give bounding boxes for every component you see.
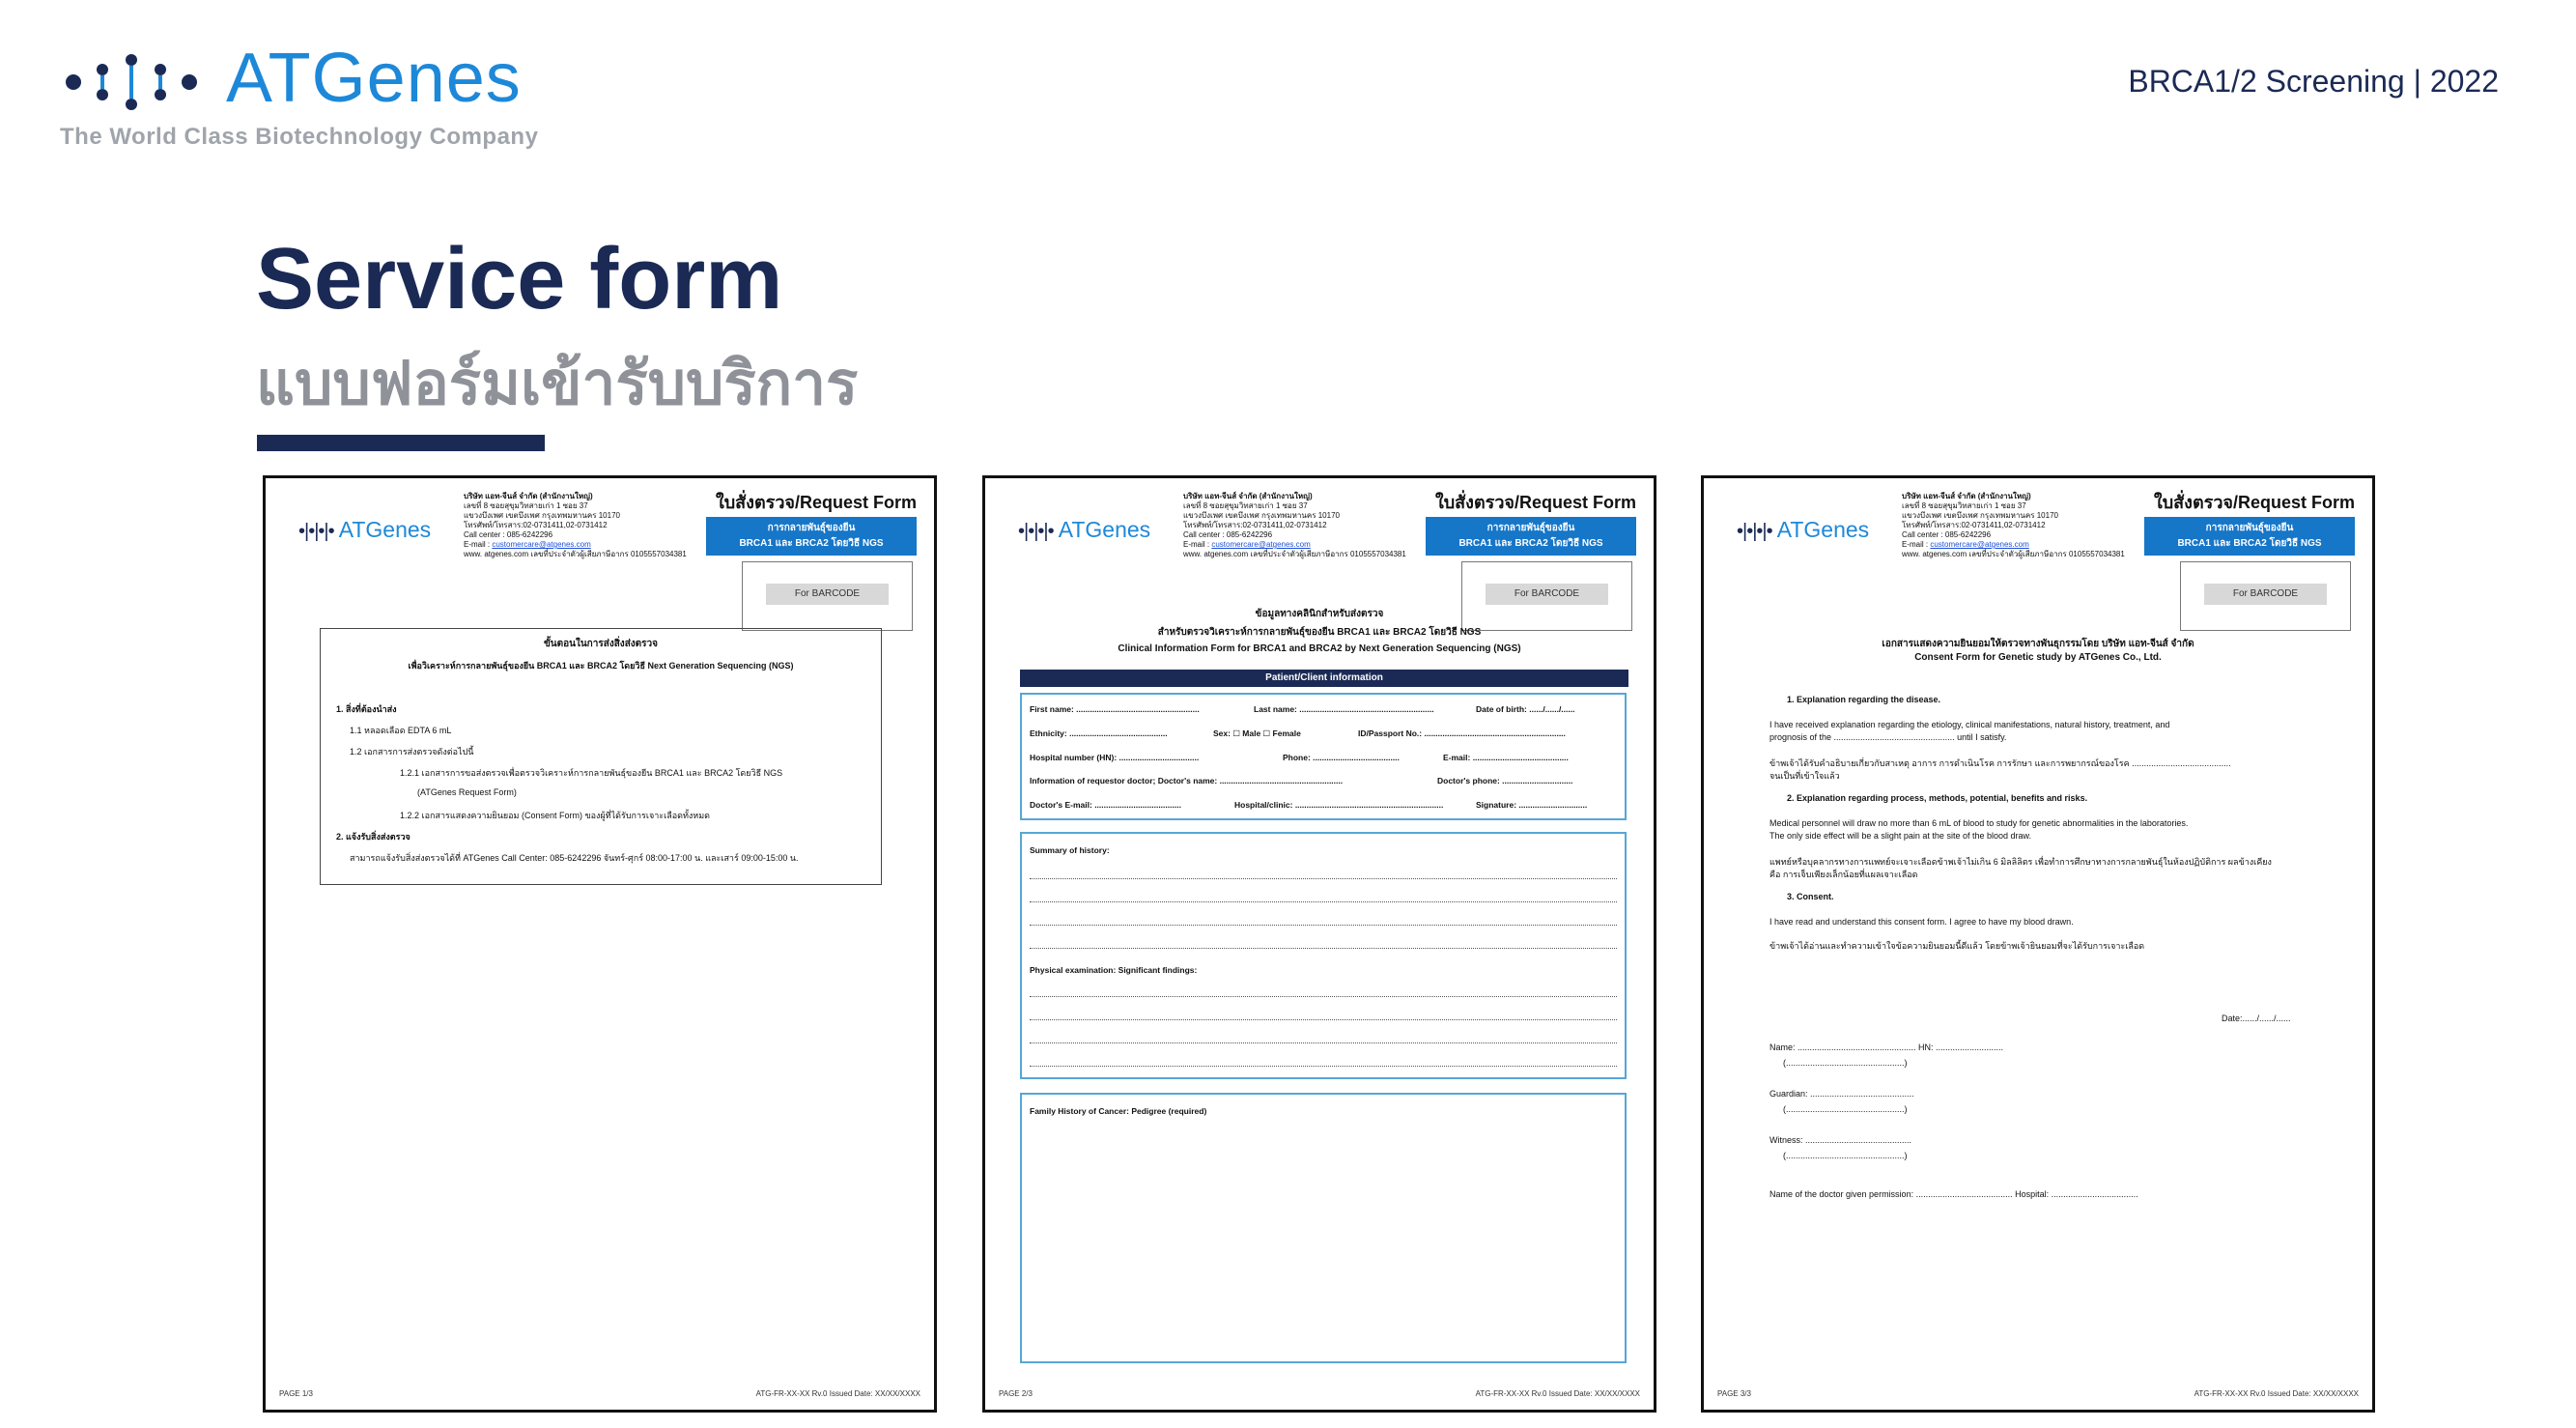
section-1-heading: 1. Explanation regarding the disease. [1787, 695, 1941, 704]
form-page-3[interactable] [1701, 475, 2375, 1413]
patient-info-box[interactable] [1020, 693, 1627, 820]
form-page-2[interactable] [982, 475, 1656, 1413]
request-form-title: ใบสั่งตรวจ/Request Form [2153, 493, 2355, 512]
name-field[interactable]: Name: ................................................. HN: ............................ [1769, 1042, 2004, 1052]
dna-dots-icon [66, 48, 211, 116]
title-underline [257, 435, 545, 451]
form-header [266, 478, 934, 599]
witness-field[interactable]: Witness: ............................................ [1769, 1135, 1912, 1145]
document-code: ATG-FR-XX-XX Rv.0 Issued Date: XX/XX/XXXX [755, 1389, 920, 1398]
email-link[interactable]: customercare@atgenes.com [1211, 540, 1311, 549]
brand-name: ATGenes [226, 40, 522, 117]
history-label: Summary of history: [1030, 845, 1110, 855]
first-name-field[interactable]: First name: ...................................................... [1030, 704, 1200, 714]
form-logo: •|•|•|• ATGenes [1737, 517, 1870, 542]
doctor-email-field[interactable]: Doctor's E-mail: ...................................... [1030, 800, 1181, 810]
witness-print-field[interactable]: (.................................................) [1783, 1151, 1908, 1160]
guardian-field[interactable]: Guardian: ........................................... [1769, 1089, 1914, 1099]
section-2-text: The only side effect will be a slight pain at the site of the blood draw. [1769, 831, 2031, 841]
form-logo: •|•|•|• ATGenes [1018, 517, 1151, 542]
barcode-box: For BARCODE [1461, 561, 1632, 631]
section-1-text: I have received explanation regarding the etiology, clinical manifestations, natural history, treatment, and [1769, 720, 2170, 729]
section-3-text-th: ข้าพเจ้าได้อ่านและทำความเข้าใจข้อความยินยอมนี้ดีแล้ว โดยข้าพเจ้ายินยอมที่จะได้รับการเจาะเลือด [1769, 941, 2145, 951]
phone-field[interactable]: Phone: ...................................... [1283, 753, 1400, 762]
section-1-text-th: จนเป็นที่เข้าใจแล้ว [1769, 771, 1840, 781]
request-form-title: ใบสั่งตรวจ/Request Form [715, 493, 917, 512]
guardian-print-field[interactable]: (.................................................) [1783, 1104, 1908, 1114]
form-header [985, 478, 1654, 599]
section-2-text: Medical personnel will draw no more than 6 mL of blood to study for genetic abnormalities in the laboratories. [1769, 818, 2189, 828]
doctor-phone-field[interactable]: Doctor's phone: ............................... [1437, 776, 1573, 785]
pedigree-label: Family History of Cancer: Pedigree (required) [1030, 1106, 1207, 1116]
company-address: บริษัท แอท-จีนส์ จำกัด (สำนักงานใหญ่) เลขที่ 8 ซอยสุขุมวิทสายเก่า 1 ซอย 37 แขวงบึงเพศ เขตบึงเพศ กรุงเทพมหานคร 10170 โทรศัพท์/โทรสาร:02-0731411,02-0731412 Call center : 085-6242296 E-mail : customercare@atgenes.com www. atgenes.com เลขที่ประจำตัวผู้เสียภาษีอากร 0105557034381 [1183, 492, 1406, 558]
section-3-text: I have read and understand this consent form. I agree to have my blood drawn. [1769, 917, 2074, 927]
clinical-title-en: Clinical Information Form for BRCA1 and BRCA2 by Next Generation Sequencing (NGS) [1118, 643, 1521, 654]
test-name-box: การกลายพันธุ์ของยีน BRCA1 และ BRCA2 โดยวิธี NGS [2144, 517, 2355, 556]
clinical-title-th: ข้อมูลทางคลินิกสำหรับส่งตรวจ [1255, 609, 1384, 619]
pedigree-box[interactable] [1020, 1093, 1627, 1363]
email-field[interactable]: E-mail: .......................................... [1443, 753, 1569, 762]
form-logo: •|•|•|• ATGenes [298, 517, 432, 542]
section-2-text-th: คือ การเจ็บเพียงเล็กน้อยที่แผลเจาะเลือด [1769, 870, 1918, 879]
company-logo[interactable] [60, 39, 601, 155]
email-link[interactable]: customercare@atgenes.com [492, 540, 591, 549]
project-label: BRCA1/2 Screening | 2022 [2128, 64, 2499, 99]
name-print-field[interactable]: (.................................................) [1783, 1058, 1908, 1068]
company-address: บริษัท แอท-จีนส์ จำกัด (สำนักงานใหญ่) เลขที่ 8 ซอยสุขุมวิทสายเก่า 1 ซอย 37 แขวงบึงเพศ เขตบึงเพศ กรุงเทพมหานคร 10170 โทรศัพท์/โทรสาร:02-0731411,02-0731412 Call center : 085-6242296 E-mail : customercare@atgenes.com www. atgenes.com เลขที่ประจำตัวผู้เสียภาษีอากร 0105557034381 [1902, 492, 2125, 558]
email-link[interactable]: customercare@atgenes.com [1930, 540, 2029, 549]
sex-field[interactable]: Sex: ☐ Male ☐ Female [1213, 728, 1301, 738]
date-field[interactable]: Date:....../....../...... [2222, 1014, 2291, 1023]
hn-field[interactable]: Hospital number (HN): ................................... [1030, 753, 1200, 762]
doctor-permission-field[interactable]: Name of the doctor given permission: ........................................ Hospital: .................................... [1769, 1189, 2138, 1199]
hospital-field[interactable]: Hospital/clinic: ................................................................. [1234, 800, 1444, 810]
doctor-name-field[interactable]: Information of requestor doctor; Doctor's name: ...................................................... [1030, 776, 1344, 785]
request-form-title: ใบสั่งตรวจ/Request Form [1434, 493, 1636, 512]
signature-field[interactable]: Signature: .............................. [1476, 800, 1588, 810]
page-subtitle: แบบฟอร์มเข้ารับบริการ [256, 351, 859, 417]
brand-tagline: The World Class Biotechnology Company [60, 124, 539, 150]
document-code: ATG-FR-XX-XX Rv.0 Issued Date: XX/XX/XXXX [1475, 1389, 1640, 1398]
section-1-text: prognosis of the .................................................. until I satisfy. [1769, 732, 2007, 742]
section-2-heading: 2. Explanation regarding process, methods, potential, benefits and risks. [1787, 793, 2088, 803]
page-number: PAGE 1/3 [279, 1389, 313, 1398]
dob-field[interactable]: Date of birth: ....../....../...... [1476, 704, 1575, 714]
document-code: ATG-FR-XX-XX Rv.0 Issued Date: XX/XX/XXXX [2194, 1389, 2359, 1398]
form-page-1[interactable] [263, 475, 937, 1413]
consent-title: เอกสารแสดงความยินยอมให้ตรวจทางพันธุกรรมโดย บริษัท แอท-จีนส์ จำกัด Consent Form for Genetic study by ATGenes Co., Ltd. [1882, 639, 2194, 663]
barcode-box: For BARCODE [2180, 561, 2351, 631]
page-number: PAGE 3/3 [1717, 1389, 1751, 1398]
section-1-text-th: ข้าพเจ้าได้รับคำอธิบายเกี่ยวกับสาเหตุ อาการ การดำเนินโรค การรักษา และการพยากรณ์ของโรค ......................................... [1769, 758, 2231, 768]
steps-box: ขั้นตอนในการส่งสิ่งส่งตรวจ เพื่อวิเคราะห์การกลายพันธุ์ของยีน BRCA1 และ BRCA2 โดยวิธี Next Generation Sequencing (NGS) 1. สิ่งที่ต้องนำส่ง 1.1 หลอดเลือด EDTA 6 mL 1.2 เอกสารการส่งตรวจดังต่อไปนี้ 1.2.1 เอกสารการขอส่งตรวจเพื่อตรวจวิเคราะห์การกลายพันธุ์ของยีน BRCA1 และ BRCA2 โดยวิธี NGS (ATGenes Request Form) 1.2.2 เอกสารแสดงความยินยอม (Consent Form) ของผู้ที่ได้รับการเจาะเลือดทั้งหมด 2. แจ้งรับสิ่งส่งตรวจ สามารถแจ้งรับสิ่งส่งตรวจได้ที่ ATGenes Call Center: 085-6242296 จันทร์-ศุกร์ 08:00-17:00 น. และเสาร์ 09:00-15:00 น. [320, 628, 882, 885]
last-name-field[interactable]: Last name: ........................................................... [1254, 704, 1434, 714]
section-3-heading: 3. Consent. [1787, 892, 1834, 901]
history-box[interactable] [1020, 832, 1627, 1079]
page-number: PAGE 2/3 [999, 1389, 1033, 1398]
patient-info-bar: Patient/Client information [1020, 670, 1628, 687]
page-title: Service form [256, 231, 783, 328]
section-2-text-th: แพทย์หรือบุคลากรทางการแพทย์จะเจาะเลือดข้าพเจ้าไม่เกิน 6 มิลลิลิตร เพื่อทำการศึกษาทางการกลายพันธุ์ในห้องปฏิบัติการ ผลข้างเคียง [1769, 857, 2272, 867]
id-field[interactable]: ID/Passport No.: .............................................................. [1358, 728, 1566, 738]
barcode-box: For BARCODE [742, 561, 913, 631]
test-name-box: การกลายพันธุ์ของยีน BRCA1 และ BRCA2 โดยวิธี NGS [1426, 517, 1636, 556]
exam-label: Physical examination: Significant findings: [1030, 965, 1198, 975]
clinical-subtitle-th: สำหรับตรวจวิเคราะห์การกลายพันธุ์ของยีน BRCA1 และ BRCA2 โดยวิธี NGS [1157, 627, 1482, 638]
ethnicity-field[interactable]: Ethnicity: ........................................... [1030, 728, 1168, 738]
form-header [1704, 478, 2372, 599]
company-address: บริษัท แอท-จีนส์ จำกัด (สำนักงานใหญ่) เลขที่ 8 ซอยสุขุมวิทสายเก่า 1 ซอย 37 แขวงบึงเพศ เขตบึงเพศ กรุงเทพมหานคร 10170 โทรศัพท์/โทรสาร:02-0731411,02-0731412 Call center : 085-6242296 E-mail : customercare@atgenes.com www. atgenes.com เลขที่ประจำตัวผู้เสียภาษีอากร 0105557034381 [464, 492, 687, 558]
test-name-box: การกลายพันธุ์ของยีน BRCA1 และ BRCA2 โดยวิธี NGS [706, 517, 917, 556]
